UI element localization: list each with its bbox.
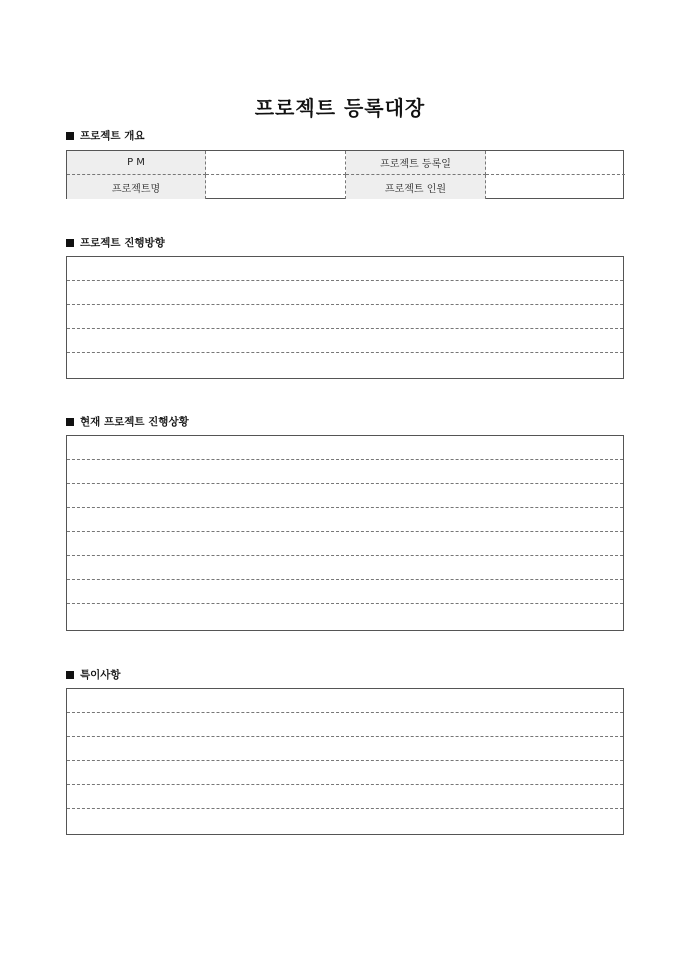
pm-label: P M <box>67 151 206 175</box>
writing-line[interactable] <box>67 761 623 785</box>
square-bullet-icon <box>66 132 74 140</box>
writing-line[interactable] <box>67 580 623 604</box>
writing-line[interactable] <box>67 436 623 460</box>
status-lined-box[interactable] <box>66 435 624 631</box>
square-bullet-icon <box>66 671 74 679</box>
writing-line[interactable] <box>67 305 623 329</box>
writing-line[interactable] <box>67 508 623 532</box>
writing-line[interactable] <box>67 785 623 809</box>
registration-date-label: 프로젝트 등록일 <box>346 151 486 175</box>
writing-line[interactable] <box>67 329 623 353</box>
direction-lined-box[interactable] <box>66 256 624 379</box>
section-heading-direction <box>66 236 165 250</box>
writing-line[interactable] <box>67 689 623 713</box>
section-heading-notes <box>66 668 121 682</box>
section-heading-status <box>66 415 189 429</box>
project-members-label: 프로젝트 인원 <box>346 175 486 199</box>
writing-line[interactable] <box>67 281 623 305</box>
writing-line[interactable] <box>67 604 623 628</box>
project-name-field[interactable] <box>206 175 346 199</box>
project-name-label: 프로젝트명 <box>67 175 206 199</box>
writing-line[interactable] <box>67 713 623 737</box>
writing-line[interactable] <box>67 460 623 484</box>
writing-line[interactable] <box>67 532 623 556</box>
section-heading-overview <box>66 129 145 143</box>
overview-table <box>66 150 624 199</box>
square-bullet-icon <box>66 239 74 247</box>
writing-line[interactable] <box>67 353 623 377</box>
section-heading-overview-label: 프로젝트 개요 <box>80 130 145 142</box>
project-members-field[interactable] <box>486 175 625 199</box>
writing-line[interactable] <box>67 737 623 761</box>
section-heading-direction-label: 프로젝트 진행방향 <box>80 237 165 249</box>
registration-date-field[interactable] <box>486 151 625 175</box>
writing-line[interactable] <box>67 257 623 281</box>
writing-line[interactable] <box>67 484 623 508</box>
pm-value-field[interactable] <box>206 151 346 175</box>
writing-line[interactable] <box>67 556 623 580</box>
section-heading-status-label: 현재 프로젝트 진행상황 <box>80 416 189 428</box>
writing-line[interactable] <box>67 809 623 833</box>
notes-lined-box[interactable] <box>66 688 624 835</box>
document-title: 프로젝트 등록대장 <box>254 96 426 120</box>
section-heading-notes-label: 특이사항 <box>80 669 121 681</box>
square-bullet-icon <box>66 418 74 426</box>
